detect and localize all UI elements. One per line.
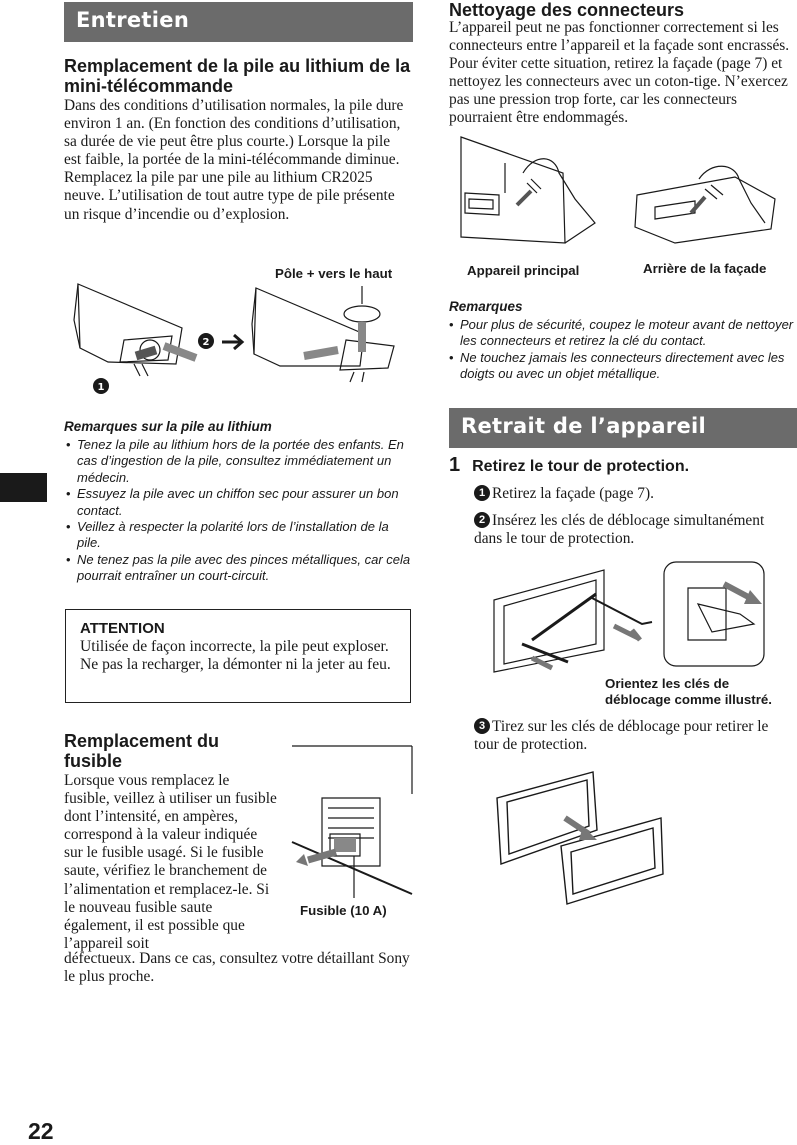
fuse-text: Lorsque vous remplacez le fusible, veillez à utiliser un fusible dont l’intensité, en ampères, correspond à la valeur indiquée sur le fusible usagé. Si le fusible saute, vérifiez le branchement de l’alimentation et remplacez-le. Si le nouveau fusible saute également, il est possible que l’appareil soit — [64, 772, 277, 952]
list-item: • Essuyez la pile avec un chiffon sec pour assurer un bon contact. — [64, 486, 412, 519]
notes-list — [447, 317, 795, 383]
battery-heading: Remplacement de la pile au lithium de la mini-télécommande — [64, 56, 411, 96]
connectors-heading: Nettoyage des connecteurs — [449, 0, 685, 20]
step-1-header — [449, 454, 689, 477]
connectors-text: L’appareil peut ne pas fonctionner correctement si les connecteurs entre l’appareil et la façade sont encrassés. Pour éviter cette situation, retirez la façade (page 7) et nettoyez les connecteurs avec un coton-tige. N’exercez pas une pression trop forte, car les connecteurs pourraient être endommagés. — [449, 19, 790, 127]
section-title-removal: Retrait de l’appareil — [449, 408, 797, 448]
connector-caption-front-panel: Arrière de la façade — [643, 261, 767, 276]
list-item: • Ne touchez jamais les connecteurs directement avec les doigts ou avec un objet métallique. — [447, 350, 795, 383]
fuse-heading: Remplacement du fusible — [64, 731, 220, 771]
attention-title: ATTENTION — [80, 620, 165, 637]
step-2-marker: 2 — [202, 337, 210, 348]
connector-caption-main-unit: Appareil principal — [467, 263, 580, 278]
battery-notes-title: Remarques sur la pile au lithium — [64, 419, 272, 434]
fuse-illustration — [290, 738, 415, 898]
substep-text: Retirez la façade (page 7). — [492, 485, 654, 502]
fuse-text-continued: défectueux. Dans ce cas, consultez votre détaillant Sony le plus proche. — [64, 950, 410, 986]
release-keys-caption: Orientez les clés de déblocage comme illustré. — [605, 676, 773, 707]
list-item: • Ne tenez pas la pile avec des pinces métalliques, car cela pourrait entraîner un court-circuit. — [64, 552, 412, 585]
battery-replacement-illustration — [64, 280, 414, 395]
step-title: Retirez le tour de protection. — [472, 458, 690, 475]
attention-box — [65, 609, 411, 703]
list-item: • Pour plus de sécurité, coupez le moteur avant de nettoyer les connecteurs et retirez la clé du contact. — [447, 317, 795, 350]
substep-2 — [474, 512, 794, 548]
list-item: • Tenez la pile au lithium hors de la portée des enfants. En cas d’ingestion de la pile, consultez immédiatement un médecin. — [64, 437, 412, 486]
substep-number: 3 — [474, 718, 490, 734]
list-item: • Veillez à respecter la polarité lors de l’installation de la pile. — [64, 519, 412, 552]
page-number: 22 — [28, 1118, 54, 1144]
fuse-figure-caption: Fusible (10 A) — [300, 903, 387, 918]
attention-text: Utilisée de façon incorrecte, la pile peut exploser. Ne pas la recharger, la démonter ni la jeter au feu. — [80, 638, 391, 674]
substep-1 — [474, 485, 794, 503]
step-number: 1 — [449, 454, 461, 476]
substep-number: 2 — [474, 512, 490, 528]
remove-frame-illustration — [493, 768, 668, 908]
release-keys-illustration — [492, 560, 767, 675]
battery-notes-list — [64, 437, 412, 585]
section-title-entretien: Entretien — [64, 2, 413, 42]
page-tab-marker — [0, 473, 47, 502]
substep-text: Tirez sur les clés de déblocage pour retirer le tour de protection. — [474, 718, 769, 754]
substep-number: 1 — [474, 485, 490, 501]
substep-text: Insérez les clés de déblocage simultanément dans le tour de protection. — [474, 512, 765, 548]
notes-title: Remarques — [449, 299, 523, 314]
battery-figure-caption: Pôle + vers le haut — [275, 266, 393, 281]
step-1-marker: 1 — [97, 382, 105, 393]
substep-3 — [474, 718, 796, 754]
connector-cleaning-illustration — [455, 133, 785, 253]
battery-text: Dans des conditions d’utilisation normales, la pile dure environ 1 an. (En fonction des conditions d’utilisation, sa durée de vie peut être plus courte.) Lorsque la pile est faible, la portée de la mini-télécommande diminue. Remplacez la pile par une pile au lithium CR2025 neuve. L’utilisation de tout autre type de pile présente un risque d’incendie ou d’explosion. — [64, 97, 404, 223]
